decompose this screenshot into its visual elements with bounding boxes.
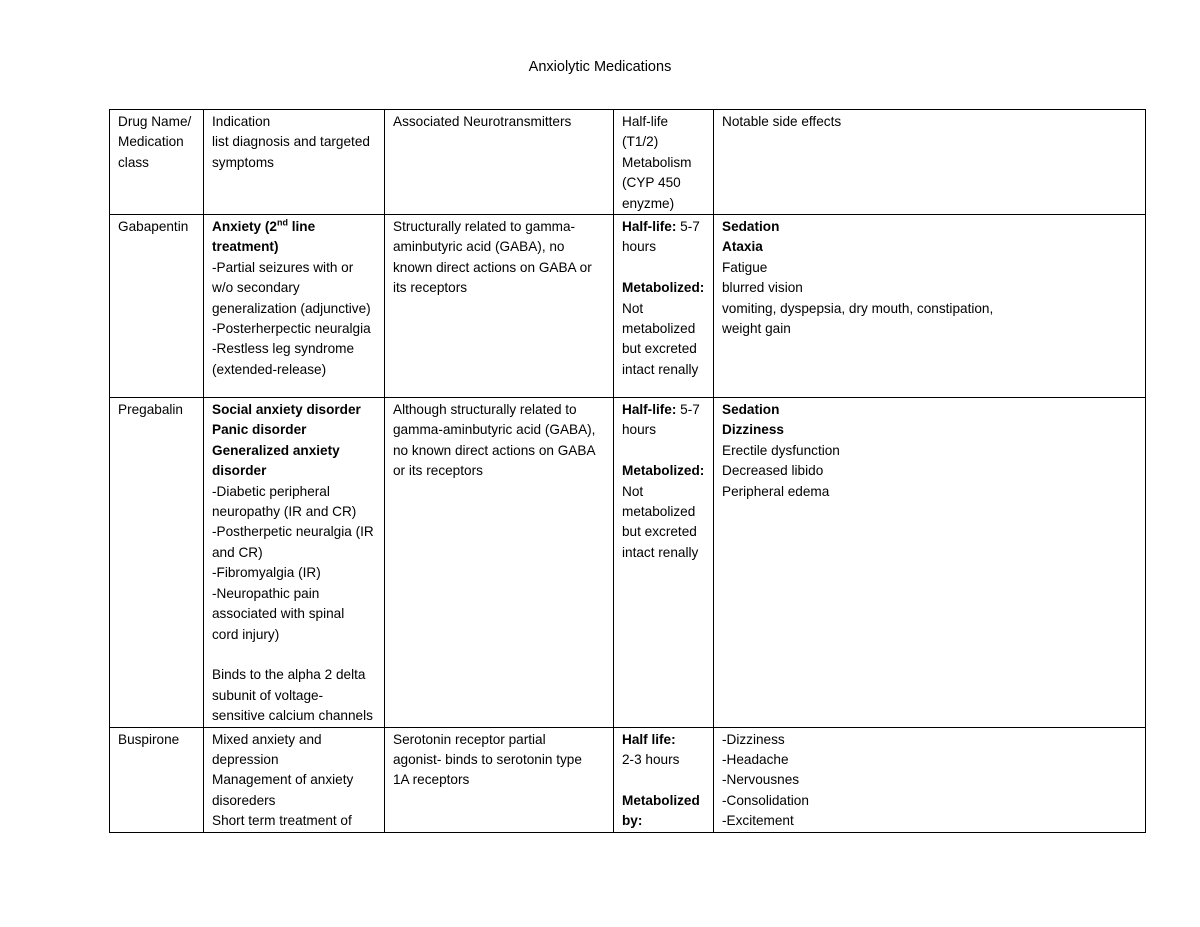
side-effect: Erectile dysfunction (722, 442, 840, 458)
half-life-unit: hours (622, 239, 657, 255)
header-text: class (118, 154, 149, 170)
indication-cell (204, 215, 385, 398)
header-text: list diagnosis and targeted (212, 134, 370, 150)
indication-item: -Neuropathic pain (212, 585, 320, 601)
indication-primary: disorder (212, 463, 267, 479)
metabolism-text: intact renally (622, 544, 699, 560)
table-row-gabapentin (110, 215, 1146, 398)
indication-primary: Social anxiety disorder (212, 402, 361, 418)
side-effect: vomiting, dyspepsia, dry mouth, constipation, (722, 300, 994, 316)
half-life-cell (614, 398, 714, 727)
half-life-unit: hours (622, 422, 657, 438)
table-header-row (110, 110, 1146, 215)
half-life-cell (614, 215, 714, 398)
metabolized-label: Metabolized: (622, 280, 705, 296)
metabolized-label: Metabolized (622, 792, 700, 808)
indication-item: w/o secondary (212, 280, 300, 296)
metabolism-text: metabolized (622, 321, 696, 337)
neurotransmitter-cell (385, 215, 614, 398)
mechanism-text: sensitive calcium channels (212, 708, 373, 724)
header-text: Metabolism (622, 154, 692, 170)
side-effect-major: Sedation (722, 219, 780, 235)
header-text: Notable side effects (722, 114, 842, 129)
spacer (622, 441, 706, 461)
side-effect: -Excitement (722, 813, 794, 829)
indication-text: Anxiety (2 (212, 219, 277, 235)
metabolism-text: Not (622, 300, 644, 316)
indication-item: Mixed anxiety and (212, 731, 322, 747)
metabolism-text: but excreted (622, 341, 697, 357)
indication-item: -Postherpetic neuralgia (IR (212, 524, 374, 540)
mechanism-text: Binds to the alpha 2 delta (212, 667, 366, 683)
indication-item: -Diabetic peripheral (212, 483, 330, 499)
indication-item: and CR) (212, 544, 263, 560)
indication-cell (204, 398, 385, 727)
neuro-text: known direct actions on GABA or (393, 259, 592, 275)
side-effects-cell (714, 398, 1146, 727)
drug-name: Pregabalin (118, 402, 183, 418)
half-life-number: 2-3 hours (622, 751, 680, 767)
side-effects-cell (714, 215, 1146, 398)
header-text: enyzme) (622, 195, 675, 211)
side-effect-major: Ataxia (722, 239, 763, 255)
side-effect: -Headache (722, 751, 789, 767)
spacer (622, 770, 706, 790)
neuro-text: its receptors (393, 280, 468, 296)
neuro-text: Serotonin receptor partial (393, 731, 546, 747)
document-title: Anxiolytic Medications (528, 59, 672, 75)
half-life-label: Half life: (622, 731, 676, 747)
indication-item: -Restless leg syndrome (212, 341, 355, 357)
side-effect: Peripheral edema (722, 483, 830, 499)
drug-name-cell (110, 727, 204, 832)
neurotransmitter-cell (385, 727, 614, 832)
half-life-cell (614, 727, 714, 832)
neuro-text: aminbutyric acid (GABA), no (393, 239, 565, 255)
side-effect-major: Dizziness (722, 422, 784, 438)
half-life-label: Half-life: (622, 402, 677, 418)
side-effect: -Dizziness (722, 731, 785, 747)
spacer (212, 645, 377, 665)
header-drug-name (110, 110, 204, 215)
spacer (622, 258, 706, 278)
indication-item: depression (212, 751, 279, 767)
metabolism-text: intact renally (622, 361, 699, 377)
header-indication (204, 110, 385, 215)
header-half-life (614, 110, 714, 215)
indication-item: Short term treatment of (212, 813, 352, 829)
half-life-value (622, 400, 706, 420)
header-text: (CYP 450 (622, 175, 681, 191)
half-life-value (622, 217, 706, 237)
side-effect: Decreased libido (722, 463, 824, 479)
side-effects-cell (714, 727, 1146, 832)
indication-primary: Panic disorder (212, 422, 307, 438)
drug-name: Buspirone (118, 731, 180, 747)
header-text: Medication (118, 134, 184, 150)
metabolized-label: by: (622, 813, 643, 829)
indication-item: -Fibromyalgia (IR) (212, 565, 321, 581)
side-effect: -Nervousnes (722, 772, 800, 788)
indication-item: neuropathy (IR and CR) (212, 504, 357, 520)
medications-table (109, 109, 1146, 833)
indication-item: (extended-release) (212, 361, 327, 377)
metabolism-text: but excreted (622, 524, 697, 540)
indication-cell (204, 727, 385, 832)
neuro-text: 1A receptors (393, 772, 470, 788)
neuro-text: Although structurally related to (393, 402, 577, 418)
half-life-number: 5-7 (676, 219, 700, 235)
metabolism-text: metabolized (622, 504, 696, 520)
indication-primary: Generalized anxiety (212, 442, 340, 458)
side-effect-major: Sedation (722, 402, 780, 418)
metabolized-label: Metabolized: (622, 463, 705, 479)
neuro-text: no known direct actions on GABA (393, 442, 596, 458)
indication-item: generalization (adjunctive) (212, 300, 371, 316)
drug-name-cell (110, 215, 204, 398)
metabolism-text: Not (622, 483, 644, 499)
mechanism-text: subunit of voltage- (212, 687, 324, 703)
drug-name-cell (110, 398, 204, 727)
neurotransmitter-cell (385, 398, 614, 727)
side-effect: Fatigue (722, 259, 768, 275)
table-row-buspirone (110, 727, 1146, 832)
header-text: Drug Name/ (118, 114, 192, 129)
side-effect: -Consolidation (722, 792, 809, 808)
header-text: symptoms (212, 154, 274, 170)
drug-name: Gabapentin (118, 219, 189, 235)
indication-primary: treatment) (212, 239, 279, 255)
neuro-text: Structurally related to gamma- (393, 219, 576, 235)
indication-item: -Partial seizures with or (212, 259, 354, 275)
neuro-text: gamma-aminbutyric acid (GABA), (393, 422, 596, 438)
neuro-text: agonist- binds to serotonin type (393, 751, 582, 767)
side-effect: blurred vision (722, 280, 803, 296)
neuro-text: or its receptors (393, 463, 483, 479)
header-neurotransmitters (385, 110, 614, 215)
header-text: Indication (212, 114, 271, 129)
indication-text: line (287, 219, 316, 235)
indication-item: Management of anxiety (212, 772, 354, 788)
ordinal-suffix: nd (276, 217, 288, 228)
half-life-number: 5-7 (676, 402, 700, 418)
header-text: Half-life (T1/2) (622, 114, 669, 150)
table-row-pregabalin (110, 398, 1146, 727)
indication-item: cord injury) (212, 626, 280, 642)
indication-primary (212, 217, 377, 237)
header-side-effects (714, 110, 1146, 215)
indication-item: -Posterherpectic neuralgia (212, 321, 371, 337)
indication-item: disoreders (212, 792, 276, 808)
side-effect: weight gain (722, 321, 791, 337)
header-text: Associated Neurotransmitters (393, 114, 572, 129)
indication-item: associated with spinal (212, 606, 345, 622)
half-life-label: Half-life: (622, 219, 677, 235)
